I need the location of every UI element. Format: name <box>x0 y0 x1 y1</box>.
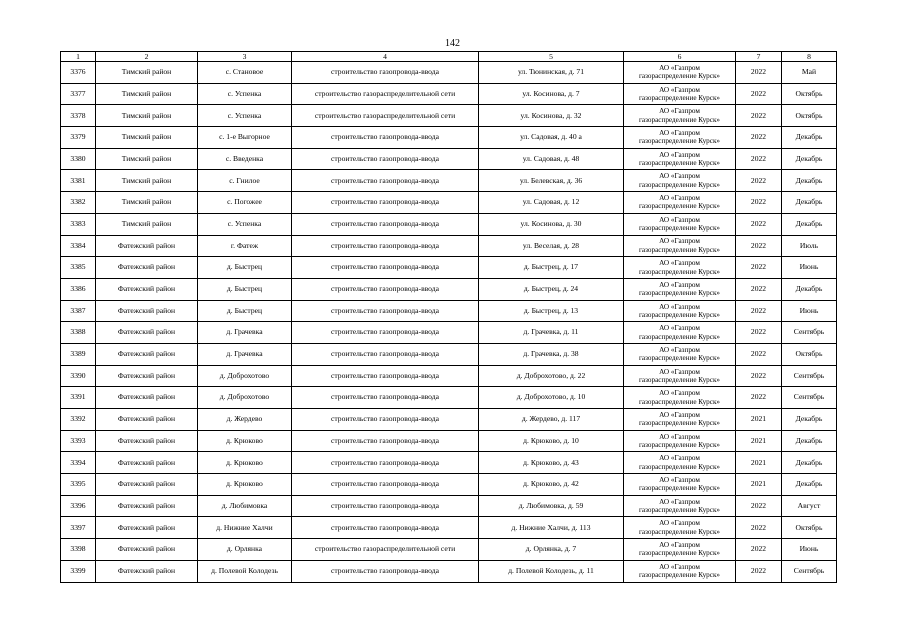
organization-line: газораспределение Курск» <box>638 375 721 384</box>
organization-cell <box>624 560 736 582</box>
organization-cell <box>624 213 736 235</box>
year-cell: 2022 <box>736 365 782 387</box>
table-row <box>61 62 837 84</box>
address-cell: ул. Веселая, д. 28 <box>479 235 624 257</box>
locality-cell: д. Грачевка <box>198 343 292 365</box>
year-cell: 2022 <box>736 322 782 344</box>
organization-cell <box>624 235 736 257</box>
locality-cell: д. Грачевка <box>198 322 292 344</box>
work-type-cell: строительство газопровода-ввода <box>292 213 479 235</box>
address-cell: д. Быстрец, д. 17 <box>479 257 624 279</box>
organization-line: газораспределение Курск» <box>638 332 721 341</box>
district-cell: Фатежский район <box>96 365 198 387</box>
address-cell: д. Быстрец, д. 13 <box>479 300 624 322</box>
row-number-cell: 3394 <box>61 452 96 474</box>
work-type-cell: строительство газопровода-ввода <box>292 560 479 582</box>
column-header: 7 <box>736 52 782 62</box>
locality-cell: д. Орлянка <box>198 539 292 561</box>
address-cell: ул. Тюнинская, д. 71 <box>479 62 624 84</box>
work-type-cell: строительство газопровода-ввода <box>292 257 479 279</box>
table-row <box>61 430 837 452</box>
table-row <box>61 192 837 214</box>
work-type-cell: строительство газопровода-ввода <box>292 365 479 387</box>
table-row <box>61 495 837 517</box>
table-row <box>61 235 837 257</box>
organization-line: АО «Газпром <box>659 389 700 398</box>
row-number-cell: 3399 <box>61 560 96 582</box>
organization-line: АО «Газпром <box>659 324 700 333</box>
locality-cell: д. Доброхотово <box>198 365 292 387</box>
column-header: 1 <box>61 52 96 62</box>
table-row <box>61 83 837 105</box>
table-row <box>61 409 837 431</box>
work-type-cell: строительство газопровода-ввода <box>292 495 479 517</box>
year-cell: 2022 <box>736 192 782 214</box>
district-cell: Фатежский район <box>96 278 198 300</box>
district-cell: Тимский район <box>96 192 198 214</box>
address-cell: ул. Садовая, д. 12 <box>479 192 624 214</box>
month-cell: Декабрь <box>782 127 837 149</box>
district-cell: Фатежский район <box>96 560 198 582</box>
organization-line: АО «Газпром <box>659 497 700 506</box>
address-cell: д. Крюково, д. 42 <box>479 474 624 496</box>
organization-line: газораспределение Курск» <box>638 224 721 233</box>
table-row <box>61 387 837 409</box>
organization-line: АО «Газпром <box>659 107 700 116</box>
organization-line: АО «Газпром <box>659 150 700 159</box>
month-cell: Сентябрь <box>782 365 837 387</box>
address-cell: ул. Косинова, д. 32 <box>479 105 624 127</box>
address-cell: д. Грачевка, д. 38 <box>479 343 624 365</box>
district-cell: Тимский район <box>96 213 198 235</box>
month-cell: Июнь <box>782 539 837 561</box>
work-type-cell: строительство газопровода-ввода <box>292 430 479 452</box>
month-cell: Сентябрь <box>782 322 837 344</box>
locality-cell: д. Быстрец <box>198 257 292 279</box>
organization-line: АО «Газпром <box>659 454 700 463</box>
address-cell: ул. Косинова, д. 30 <box>479 213 624 235</box>
work-type-cell: строительство газопровода-ввода <box>292 322 479 344</box>
address-cell: д. Крюково, д. 10 <box>479 430 624 452</box>
work-type-cell: строительство газопровода-ввода <box>292 517 479 539</box>
organization-line: газораспределение Курск» <box>638 419 721 428</box>
organization-cell <box>624 365 736 387</box>
organization-line: АО «Газпром <box>659 259 700 268</box>
month-cell: Июнь <box>782 257 837 279</box>
year-cell: 2021 <box>736 474 782 496</box>
organization-line: газораспределение Курск» <box>638 202 721 211</box>
locality-cell: д. Нижние Халчи <box>198 517 292 539</box>
organization-cell <box>624 300 736 322</box>
work-type-cell: строительство газопровода-ввода <box>292 170 479 192</box>
locality-cell: с. Успенка <box>198 83 292 105</box>
column-header: 4 <box>292 52 479 62</box>
district-cell: Фатежский район <box>96 235 198 257</box>
month-cell: Июль <box>782 235 837 257</box>
organization-line: газораспределение Курск» <box>638 267 721 276</box>
work-type-cell: строительство газораспределительной сети <box>292 105 479 127</box>
locality-cell: г. Фатеж <box>198 235 292 257</box>
row-number-cell: 3382 <box>61 192 96 214</box>
locality-cell: д. Крюково <box>198 430 292 452</box>
row-number-cell: 3393 <box>61 430 96 452</box>
address-cell: д. Нижние Халчи, д. 113 <box>479 517 624 539</box>
table-row <box>61 322 837 344</box>
locality-cell: с. Успенка <box>198 213 292 235</box>
district-cell: Фатежский район <box>96 539 198 561</box>
address-cell: д. Жердево, д. 117 <box>479 409 624 431</box>
work-type-cell: строительство газопровода-ввода <box>292 300 479 322</box>
organization-line: АО «Газпром <box>659 476 700 484</box>
month-cell: Октябрь <box>782 83 837 105</box>
district-cell: Фатежский район <box>96 430 198 452</box>
work-type-cell: строительство газопровода-ввода <box>292 127 479 149</box>
month-cell: Октябрь <box>782 517 837 539</box>
organization-line: газораспределение Курск» <box>638 549 721 558</box>
month-cell: Август <box>782 495 837 517</box>
locality-cell: с. 1-е Выгорное <box>198 127 292 149</box>
work-type-cell: строительство газопровода-ввода <box>292 148 479 170</box>
row-number-cell: 3381 <box>61 170 96 192</box>
address-cell: д. Доброхотово, д. 10 <box>479 387 624 409</box>
organization-cell <box>624 387 736 409</box>
locality-cell: д. Полевой Колодезь <box>198 560 292 582</box>
organization-line: газораспределение Курск» <box>638 289 721 298</box>
organization-cell <box>624 148 736 170</box>
organization-line: АО «Газпром <box>659 280 700 289</box>
month-cell: Декабрь <box>782 452 837 474</box>
work-type-cell: строительство газопровода-ввода <box>292 343 479 365</box>
work-type-cell: строительство газопровода-ввода <box>292 387 479 409</box>
table-row <box>61 365 837 387</box>
column-header: 3 <box>198 52 292 62</box>
organization-cell <box>624 452 736 474</box>
address-cell: д. Быстрец, д. 24 <box>479 278 624 300</box>
organization-line: газораспределение Курск» <box>638 354 721 363</box>
organization-line: АО «Газпром <box>659 194 700 203</box>
row-number-cell: 3398 <box>61 539 96 561</box>
district-cell: Фатежский район <box>96 517 198 539</box>
page-number: 142 <box>445 38 460 49</box>
organization-line: газораспределение Курск» <box>638 180 721 189</box>
organization-cell <box>624 257 736 279</box>
table-row <box>61 105 837 127</box>
organization-line: газораспределение Курск» <box>638 137 721 146</box>
month-cell: Декабрь <box>782 170 837 192</box>
table-row <box>61 343 837 365</box>
month-cell: Октябрь <box>782 105 837 127</box>
locality-cell: с. Введенка <box>198 148 292 170</box>
row-number-cell: 3380 <box>61 148 96 170</box>
organization-line: АО «Газпром <box>659 172 700 181</box>
month-cell: Декабрь <box>782 430 837 452</box>
month-cell: Декабрь <box>782 148 837 170</box>
year-cell: 2021 <box>736 430 782 452</box>
organization-cell <box>624 322 736 344</box>
organization-cell <box>624 409 736 431</box>
organization-cell <box>624 343 736 365</box>
work-type-cell: строительство газораспределительной сети <box>292 539 479 561</box>
organization-line: АО «Газпром <box>659 519 700 528</box>
organization-line: АО «Газпром <box>659 367 700 376</box>
district-cell: Тимский район <box>96 170 198 192</box>
organization-line: газораспределение Курск» <box>638 441 721 450</box>
organization-cell <box>624 430 736 452</box>
locality-cell: д. Жердево <box>198 409 292 431</box>
organization-line: АО «Газпром <box>659 237 700 246</box>
organization-line: АО «Газпром <box>659 63 700 72</box>
address-cell: д. Любимовка, д. 59 <box>479 495 624 517</box>
organization-cell <box>624 105 736 127</box>
organization-line: газораспределение Курск» <box>638 94 721 103</box>
locality-cell: д. Любимовка <box>198 495 292 517</box>
organization-cell <box>624 83 736 105</box>
row-number-cell: 3388 <box>61 322 96 344</box>
column-header: 2 <box>96 52 198 62</box>
table-row <box>61 213 837 235</box>
district-cell: Тимский район <box>96 127 198 149</box>
row-number-cell: 3383 <box>61 213 96 235</box>
organization-line: АО «Газпром <box>659 85 700 94</box>
district-cell: Фатежский район <box>96 409 198 431</box>
organization-line: АО «Газпром <box>659 410 700 419</box>
organization-line: газораспределение Курск» <box>638 245 721 254</box>
table-row <box>61 517 837 539</box>
district-cell: Фатежский район <box>96 300 198 322</box>
organization-line: газораспределение Курск» <box>638 462 721 471</box>
address-cell: ул. Белевская, д. 36 <box>479 170 624 192</box>
year-cell: 2022 <box>736 560 782 582</box>
year-cell: 2022 <box>736 517 782 539</box>
organization-cell <box>624 62 736 84</box>
district-cell: Фатежский район <box>96 322 198 344</box>
work-type-cell: строительство газопровода-ввода <box>292 235 479 257</box>
organization-line: АО «Газпром <box>659 432 700 441</box>
row-number-cell: 3376 <box>61 62 96 84</box>
column-header: 6 <box>624 52 736 62</box>
year-cell: 2022 <box>736 278 782 300</box>
locality-cell: д. Крюково <box>198 452 292 474</box>
month-cell: Декабрь <box>782 409 837 431</box>
organization-cell <box>624 170 736 192</box>
table-row <box>61 127 837 149</box>
organization-line: АО «Газпром <box>659 345 700 354</box>
table-row <box>61 170 837 192</box>
address-cell: ул. Косинова, д. 7 <box>479 83 624 105</box>
table-row <box>61 300 837 322</box>
column-header: 5 <box>479 52 624 62</box>
organization-cell <box>624 474 736 496</box>
gasification-schedule-table <box>60 51 837 583</box>
district-cell: Фатежский район <box>96 474 198 496</box>
row-number-cell: 3384 <box>61 235 96 257</box>
year-cell: 2022 <box>736 539 782 561</box>
locality-cell: с. Погожее <box>198 192 292 214</box>
organization-cell <box>624 517 736 539</box>
address-cell: д. Орлянка, д. 7 <box>479 539 624 561</box>
organization-line: газораспределение Курск» <box>638 310 721 319</box>
locality-cell: д. Доброхотово <box>198 387 292 409</box>
organization-line: газораспределение Курск» <box>638 571 721 580</box>
locality-cell: д. Быстрец <box>198 278 292 300</box>
organization-line: АО «Газпром <box>659 562 700 571</box>
row-number-cell: 3387 <box>61 300 96 322</box>
row-number-cell: 3396 <box>61 495 96 517</box>
year-cell: 2022 <box>736 343 782 365</box>
row-number-cell: 3391 <box>61 387 96 409</box>
locality-cell: д. Быстрец <box>198 300 292 322</box>
year-cell: 2022 <box>736 235 782 257</box>
row-number-cell: 3389 <box>61 343 96 365</box>
year-cell: 2022 <box>736 213 782 235</box>
address-cell: д. Крюково, д. 43 <box>479 452 624 474</box>
district-cell: Фатежский район <box>96 343 198 365</box>
row-number-cell: 3385 <box>61 257 96 279</box>
table-row <box>61 474 837 496</box>
month-cell: Декабрь <box>782 278 837 300</box>
organization-line: газораспределение Курск» <box>638 527 721 536</box>
month-cell: Декабрь <box>782 213 837 235</box>
year-cell: 2022 <box>736 83 782 105</box>
district-cell: Фатежский район <box>96 387 198 409</box>
month-cell: Сентябрь <box>782 560 837 582</box>
work-type-cell: строительство газораспределительной сети <box>292 83 479 105</box>
year-cell: 2021 <box>736 409 782 431</box>
organization-line: АО «Газпром <box>659 302 700 311</box>
organization-line: АО «Газпром <box>659 129 700 137</box>
locality-cell: д. Крюково <box>198 474 292 496</box>
organization-line: газораспределение Курск» <box>638 484 721 493</box>
organization-line: газораспределение Курск» <box>638 115 721 124</box>
locality-cell: с. Гнилое <box>198 170 292 192</box>
row-number-cell: 3377 <box>61 83 96 105</box>
district-cell: Тимский район <box>96 148 198 170</box>
work-type-cell: строительство газопровода-ввода <box>292 452 479 474</box>
row-number-cell: 3392 <box>61 409 96 431</box>
address-cell: ул. Садовая, д. 40 а <box>479 127 624 149</box>
organization-line: газораспределение Курск» <box>638 72 721 81</box>
organization-line: газораспределение Курск» <box>638 397 721 406</box>
row-number-cell: 3397 <box>61 517 96 539</box>
year-cell: 2022 <box>736 495 782 517</box>
year-cell: 2022 <box>736 148 782 170</box>
month-cell: Октябрь <box>782 343 837 365</box>
row-number-cell: 3378 <box>61 105 96 127</box>
district-cell: Фатежский район <box>96 495 198 517</box>
work-type-cell: строительство газопровода-ввода <box>292 474 479 496</box>
organization-cell <box>624 539 736 561</box>
year-cell: 2022 <box>736 62 782 84</box>
organization-cell <box>624 127 736 149</box>
column-number-row <box>61 52 837 62</box>
organization-cell <box>624 192 736 214</box>
month-cell: Сентябрь <box>782 387 837 409</box>
table-row <box>61 278 837 300</box>
organization-line: АО «Газпром <box>659 215 700 224</box>
organization-line: АО «Газпром <box>659 541 700 550</box>
district-cell: Тимский район <box>96 105 198 127</box>
locality-cell: с. Успенка <box>198 105 292 127</box>
district-cell: Тимский район <box>96 83 198 105</box>
row-number-cell: 3390 <box>61 365 96 387</box>
district-cell: Тимский район <box>96 62 198 84</box>
organization-line: газораспределение Курск» <box>638 159 721 168</box>
column-header: 8 <box>782 52 837 62</box>
address-cell: д. Доброхотово, д. 22 <box>479 365 624 387</box>
table-row <box>61 257 837 279</box>
month-cell: Декабрь <box>782 192 837 214</box>
year-cell: 2022 <box>736 300 782 322</box>
year-cell: 2022 <box>736 105 782 127</box>
month-cell: Декабрь <box>782 474 837 496</box>
table-row <box>61 452 837 474</box>
district-cell: Фатежский район <box>96 452 198 474</box>
row-number-cell: 3386 <box>61 278 96 300</box>
organization-line: газораспределение Курск» <box>638 506 721 515</box>
year-cell: 2022 <box>736 257 782 279</box>
table-row <box>61 560 837 582</box>
table-body <box>61 62 837 583</box>
address-cell: ул. Садовая, д. 48 <box>479 148 624 170</box>
work-type-cell: строительство газопровода-ввода <box>292 409 479 431</box>
work-type-cell: строительство газопровода-ввода <box>292 62 479 84</box>
district-cell: Фатежский район <box>96 257 198 279</box>
year-cell: 2022 <box>736 127 782 149</box>
table-row <box>61 148 837 170</box>
table-row <box>61 539 837 561</box>
work-type-cell: строительство газопровода-ввода <box>292 278 479 300</box>
row-number-cell: 3395 <box>61 474 96 496</box>
year-cell: 2021 <box>736 452 782 474</box>
organization-cell <box>624 495 736 517</box>
work-type-cell: строительство газопровода-ввода <box>292 192 479 214</box>
month-cell: Июнь <box>782 300 837 322</box>
row-number-cell: 3379 <box>61 127 96 149</box>
year-cell: 2022 <box>736 387 782 409</box>
locality-cell: с. Становое <box>198 62 292 84</box>
year-cell: 2022 <box>736 170 782 192</box>
month-cell: Май <box>782 62 837 84</box>
address-cell: д. Полевой Колодезь, д. 11 <box>479 560 624 582</box>
organization-cell <box>624 278 736 300</box>
address-cell: д. Грачевка, д. 11 <box>479 322 624 344</box>
